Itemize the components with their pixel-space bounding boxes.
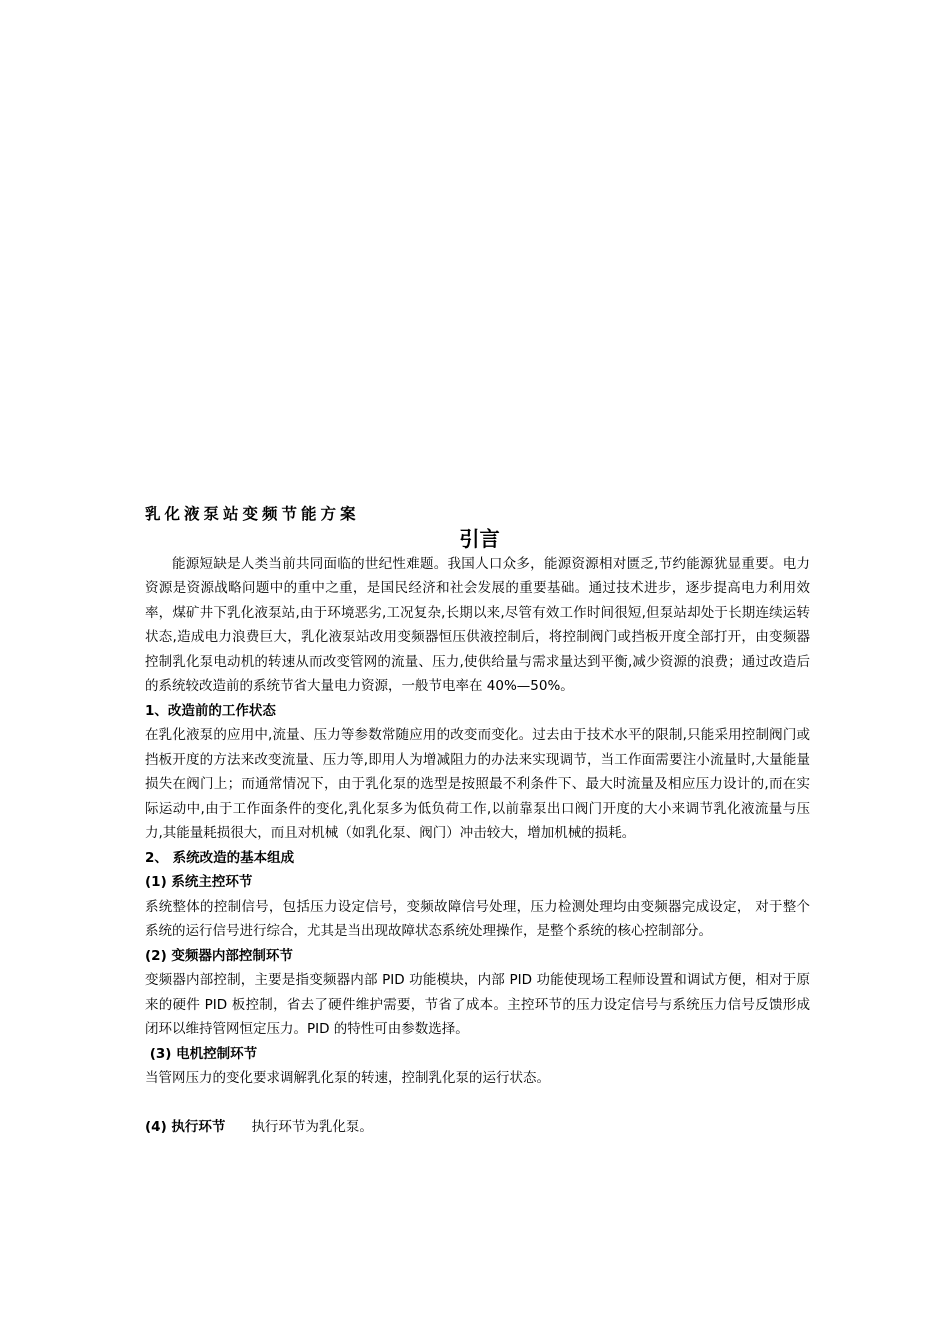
intro-paragraph: 能源短缺是人类当前共同面临的世纪性难题。我国人口众多，能源资源相对匮乏,节约能源犹显重要。电力资源是资源战略问题中的重中之重，是国民经济和社会发展的重要基础。通过技术进步，逐步提高电力利用效率，煤矿井下乳化液泵站,由于环境恶劣,工况复杂,长期以来,尽管有效工作时间很短,但泵站却处于长期连续运转状态,造成电力浪费巨大，乳化液泵站改用变频器恒压供液控制后，将控制阀门或挡板开度全部打开，由变频器控制乳化泵电动机的转速从而改变管网的流量、压力,使供给量与需求量达到平衡,减少资源的浪费；通过改造后的系统较改造前的系统节省大量电力资源，一般节电率在 40%—50%。 xyxy=(145,555,810,694)
section-2-heading: 2、 系统改造的基本组成 xyxy=(145,849,295,866)
blank-line xyxy=(145,1091,810,1116)
section-1-heading: 1、改造前的工作状态 xyxy=(145,702,276,719)
subsection-4-heading: (4) 执行环节 xyxy=(145,1119,226,1135)
document-page xyxy=(145,501,810,1140)
subsection-1-heading: (1) 系统主控环节 xyxy=(145,874,253,890)
subsection-4-row xyxy=(145,1115,810,1140)
subsection-2-heading: (2) 变频器内部控制环节 xyxy=(145,947,293,964)
section-1-paragraph: 在乳化液泵的应用中,流量、压力等参数常随应用的改变而变化。过去由于技术水平的限制,只能采用控制阀门或挡板开度的方法来改变流量、压力等,即用人为增减阻力的办法来实现调节，当工作面需要注小流量时,大量能量损失在阀门上；而通常情况下，由于乳化泵的选型是按照最不利条件下、最大时流量及相应压力设计的,而在实际运动中,由于工作面条件的变化,乳化泵多为低负荷工作,以前靠泵出口阀门开度的大小来调节乳化液流量与压力,其能量耗损很大，而且对机械（如乳化泵、阀门）冲击较大，增加机械的损耗。 xyxy=(145,727,810,841)
subsection-1-paragraph: 系统整体的控制信号，包括压力设定信号，变频故障信号处理，压力检测处理均由变频器完成设定， 对于整个系统的运行信号进行综合，尤其是当出现故障状态系统处理操作，是整个系统的核心控制部分。 xyxy=(145,898,810,939)
subsection-4-paragraph: 执行环节为乳化泵。 xyxy=(251,1119,373,1135)
subsection-3-paragraph: 当管网压力的变化要求调解乳化泵的转速，控制乳化泵的运行状态。 xyxy=(145,1070,550,1086)
subsection-2-paragraph: 变频器内部控制，主要是指变频器内部 PID 功能模块，内部 PID 功能使现场工程师设置和调试方便，相对于原来的硬件 PID 板控制，省去了硬件维护需要，节省了成本。主控环节的压力设定信号与系统压力信号反馈形成闭环以维持管网恒定压力。PID 的特性可由参数选择。 xyxy=(145,972,810,1037)
subsection-3-heading: (3) 电机控制环节 xyxy=(145,1045,258,1062)
intro-heading: 引言 xyxy=(459,527,500,551)
document-title: 乳化液泵站变频节能方案 xyxy=(145,505,360,523)
